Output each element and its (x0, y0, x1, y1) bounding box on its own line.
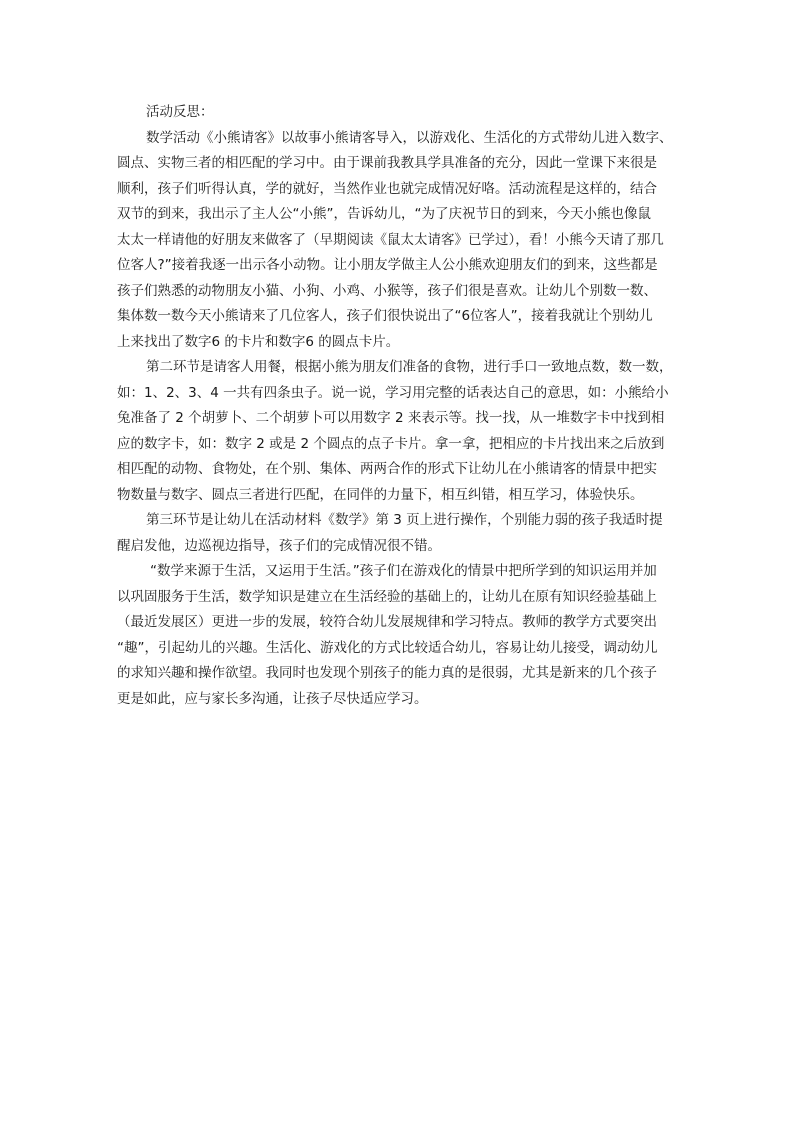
paragraph-second-stage (117, 355, 679, 508)
text-line: 物数量与数字、圆点三者进行匹配，在同伴的力量下，相互纠错，相互学习，体验快乐。 (117, 486, 644, 503)
text-line: 第三环节是让幼儿在活动材料《数学》第 3 页上进行操作，个别能力弱的孩子我适时提 (146, 512, 663, 528)
text-line: 数学活动《小熊请客》以故事小熊请客导入，以游戏化、生活化的方式带幼儿进入数字、 (146, 129, 673, 146)
text-line: 兔准备了 2 个胡萝卜、二个胡萝卜可以用数字 2 来表示等。找一找，从一堆数字卡中找到相 (117, 410, 665, 426)
text-line: “数学来源于生活，又运用于生活。”孩子们在游戏化的情景中把所学到的知识运用并加 (150, 563, 657, 579)
paragraph-conclusion (117, 559, 679, 712)
text-line: 醒启发他，边巡视边指导，孩子们的完成情况很不错。 (117, 537, 441, 554)
text-line: “趣”，引起幼儿的兴趣。生活化、游戏化的方式比较适合幼儿，容易让幼儿接受，调动幼儿 (117, 639, 658, 656)
text-line: 应的数字卡，如：数字 2 或是 2 个圆点的点子卡片。拿一拿，把相应的卡片找出来之后放到 (117, 435, 665, 452)
text-line: 位客人?”接着我逐一出示各小动物。让小朋友学做主人公小熊欢迎朋友们的到来，这些都是 (117, 257, 658, 273)
text-line: 太太一样请他的好朋友来做客了（早期阅读《鼠太太请客》已学过），看！小熊今天请了那几 (117, 231, 664, 248)
text-line: 孩子们熟悉的动物朋友小猫、小狗、小鸡、小猴等，孩子们很是喜欢。让幼儿个别数一数、 (117, 282, 657, 299)
text-line: 上来找出了数字6 的卡片和数字6 的圆点卡片。 (117, 333, 400, 350)
text-line: 第二环节是请客人用餐，根据小熊为朋友们准备的食物，进行手口一致地点数，数一数， (146, 359, 673, 375)
text-line: 双节的到来，我出示了主人公“小熊”，告诉幼儿，“为了庆祝节日的到来，今天小熊也像鼠 (117, 206, 651, 222)
text-line: 更是如此，应与家长多沟通，让孩子尽快适应学习。 (117, 690, 428, 707)
text-line: 圆点、实物三者的相匹配的学习中。由于课前我教具学具准备的充分，因此一堂课下来很是 (117, 155, 657, 171)
section-heading: 活动反思： (146, 104, 214, 120)
text-line: 顺利，孩子们听得认真，学的就好，当然作业也就完成情况好咯。活动流程是这样的，结合 (117, 180, 657, 197)
text-line: 以巩固服务于生活，数学知识是建立在生活经验的基础上的，让幼儿在原有知识经验基础上 (117, 588, 657, 605)
paragraph-intro (117, 126, 679, 356)
text-line: 的求知兴趣和操作欲望。我同时也发现个别孩子的能力真的是很弱，尤其是新来的几个孩子 (117, 665, 657, 681)
text-line: 相匹配的动物、食物处，在个别、集体、两两合作的形式下让幼儿在小熊请客的情景中把实 (117, 461, 657, 477)
text-line: （最近发展区）更进一步的发展，较符合幼儿发展规律和学习特点。教师的教学方式要突出 (117, 614, 657, 630)
text-line: 如：1、2、3、4 一共有四条虫子。说一说，学习用完整的话表达自己的意思，如：小熊给小 (117, 384, 669, 401)
paragraph-third-stage (117, 508, 679, 559)
document-body (117, 100, 679, 712)
text-line: 集体数一数今天小熊请来了几位客人，孩子们很快说出了“6位客人”，接着我就让个别幼儿 (117, 308, 653, 324)
